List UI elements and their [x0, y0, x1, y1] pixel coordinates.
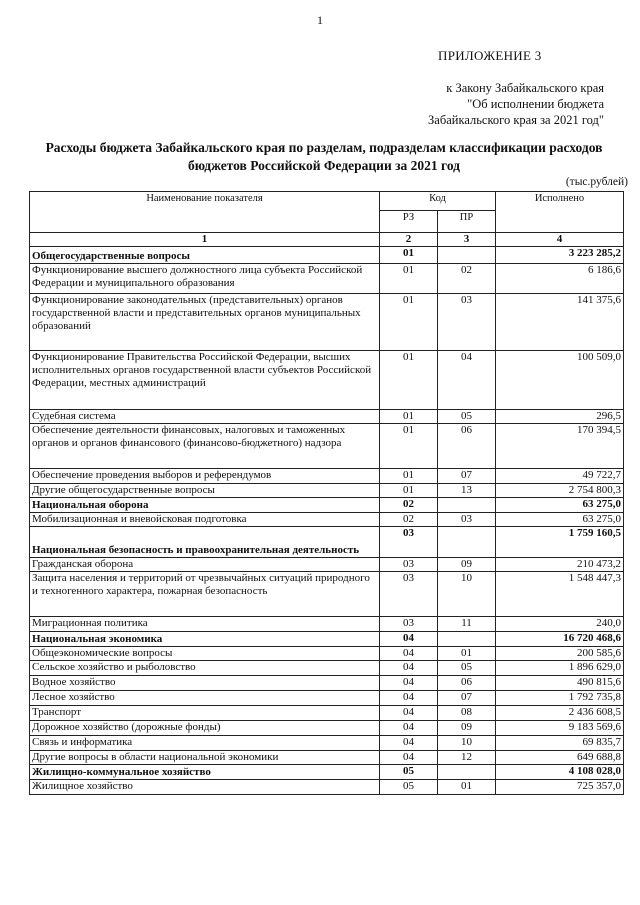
row-pr: 09	[438, 721, 496, 736]
row-pr	[438, 498, 496, 513]
row-pr	[438, 527, 496, 558]
row-rz: 02	[380, 498, 438, 513]
row-rz: 03	[380, 558, 438, 572]
table-row	[30, 294, 624, 351]
row-value: 2 754 800,3	[496, 484, 624, 498]
table-row	[30, 617, 624, 632]
table-row	[30, 676, 624, 691]
table-row	[30, 661, 624, 676]
row-name: Лесное хозяйство	[30, 691, 380, 706]
row-value: 69 835,7	[496, 736, 624, 751]
section-row	[30, 765, 624, 780]
table-row	[30, 721, 624, 736]
row-pr: 05	[438, 410, 496, 424]
row-name: Защита населения и территорий от чрезвычайных ситуаций природного и техногенного характера, пожарная безопасность	[30, 572, 380, 617]
table-row	[30, 691, 624, 706]
section-row	[30, 247, 624, 264]
row-value: 100 509,0	[496, 351, 624, 410]
row-name: Обеспечение деятельности финансовых, налоговых и таможенных органов и органов финансового (финансово-бюджетного) надзора	[30, 424, 380, 469]
row-name: Национальная безопасность и правоохранительная деятельность	[30, 527, 380, 558]
row-name: Общеэкономические вопросы	[30, 647, 380, 661]
row-value: 1 792 735,8	[496, 691, 624, 706]
table-row	[30, 572, 624, 617]
row-value: 200 585,6	[496, 647, 624, 661]
row-value: 9 183 569,6	[496, 721, 624, 736]
row-value: 49 722,7	[496, 469, 624, 484]
row-rz: 04	[380, 661, 438, 676]
report-title-line: бюджетов Российской Федерации за 2021 год	[187, 158, 461, 173]
table-row	[30, 424, 624, 469]
row-name: Национальная оборона	[30, 498, 380, 513]
row-name: Национальная экономика	[30, 632, 380, 647]
row-value: 296,5	[496, 410, 624, 424]
row-pr	[438, 247, 496, 264]
row-pr: 01	[438, 780, 496, 795]
section-row	[30, 527, 624, 558]
row-rz: 01	[380, 424, 438, 469]
row-name: Жилищное хозяйство	[30, 780, 380, 795]
row-value: 170 394,5	[496, 424, 624, 469]
row-name: Транспорт	[30, 706, 380, 721]
row-rz: 04	[380, 706, 438, 721]
row-value: 725 357,0	[496, 780, 624, 795]
row-rz: 04	[380, 721, 438, 736]
row-name: Другие общегосударственные вопросы	[30, 484, 380, 498]
row-rz: 01	[380, 484, 438, 498]
section-row	[30, 498, 624, 513]
row-value: 16 720 468,6	[496, 632, 624, 647]
table-row	[30, 647, 624, 661]
law-reference-line: Забайкальского края за 2021 год"	[428, 113, 604, 127]
law-reference-line: "Об исполнении бюджета	[467, 97, 604, 111]
law-reference	[404, 80, 604, 128]
row-name: Функционирование высшего должностного лица субъекта Российской Федерации и муниципального образования	[30, 264, 380, 294]
appendix-label: ПРИЛОЖЕНИЕ 3	[438, 48, 542, 63]
row-rz: 01	[380, 351, 438, 410]
row-name: Гражданская оборона	[30, 558, 380, 572]
row-pr: 07	[438, 469, 496, 484]
column-number: 3	[438, 233, 496, 247]
row-pr: 12	[438, 751, 496, 765]
header-executed: Исполнено	[496, 192, 624, 233]
row-value: 2 436 608,5	[496, 706, 624, 721]
row-pr: 11	[438, 617, 496, 632]
row-rz: 04	[380, 632, 438, 647]
row-name: Судебная система	[30, 410, 380, 424]
row-pr: 01	[438, 647, 496, 661]
row-value: 210 473,2	[496, 558, 624, 572]
row-name: Жилищно-коммунальное хозяйство	[30, 765, 380, 780]
row-rz: 03	[380, 527, 438, 558]
row-pr: 08	[438, 706, 496, 721]
table-body	[30, 247, 624, 795]
row-pr: 07	[438, 691, 496, 706]
row-name: Связь и информатика	[30, 736, 380, 751]
row-pr: 09	[438, 558, 496, 572]
header-pr: ПР	[438, 211, 496, 233]
row-pr: 10	[438, 736, 496, 751]
row-rz: 01	[380, 294, 438, 351]
row-rz: 05	[380, 765, 438, 780]
row-pr: 04	[438, 351, 496, 410]
row-pr	[438, 632, 496, 647]
row-rz: 01	[380, 410, 438, 424]
row-value: 3 223 285,2	[496, 247, 624, 264]
table-row	[30, 751, 624, 765]
table-row	[30, 264, 624, 294]
expenditure-table	[29, 191, 624, 795]
table-row	[30, 736, 624, 751]
report-title-line: Расходы бюджета Забайкальского края по разделам, подразделам классификации расходов	[45, 140, 603, 155]
row-rz: 04	[380, 647, 438, 661]
column-number: 2	[380, 233, 438, 247]
header-rz: РЗ	[380, 211, 438, 233]
row-value: 63 275,0	[496, 498, 624, 513]
row-rz: 04	[380, 691, 438, 706]
row-name: Дорожное хозяйство (дорожные фонды)	[30, 721, 380, 736]
row-value: 63 275,0	[496, 513, 624, 527]
row-name: Миграционная политика	[30, 617, 380, 632]
column-number: 1	[30, 233, 380, 247]
row-value: 240,0	[496, 617, 624, 632]
row-pr: 10	[438, 572, 496, 617]
row-rz: 04	[380, 751, 438, 765]
row-value: 649 688,8	[496, 751, 624, 765]
header-code: Код	[380, 192, 496, 211]
row-rz: 04	[380, 676, 438, 691]
row-rz: 01	[380, 469, 438, 484]
row-value: 1 548 447,3	[496, 572, 624, 617]
row-pr: 05	[438, 661, 496, 676]
row-name: Другие вопросы в области национальной экономики	[30, 751, 380, 765]
row-name: Функционирование Правительства Российской Федерации, высших исполнительных органов государственной власти субъектов Российской Федерации, местных администраций	[30, 351, 380, 410]
row-pr: 06	[438, 676, 496, 691]
row-rz: 03	[380, 617, 438, 632]
section-row	[30, 632, 624, 647]
row-rz: 02	[380, 513, 438, 527]
row-name: Водное хозяйство	[30, 676, 380, 691]
row-rz: 04	[380, 736, 438, 751]
report-title	[20, 139, 628, 175]
table-row	[30, 351, 624, 410]
row-rz: 05	[380, 780, 438, 795]
row-name: Мобилизационная и вневойсковая подготовка	[30, 513, 380, 527]
table-row	[30, 410, 624, 424]
row-pr	[438, 765, 496, 780]
row-name: Функционирование законодательных (представительных) органов государственной власти и представительных органов муниципальных образований	[30, 294, 380, 351]
row-value: 6 186,6	[496, 264, 624, 294]
row-name: Обеспечение проведения выборов и референдумов	[30, 469, 380, 484]
table-row	[30, 706, 624, 721]
law-reference-line: к Закону Забайкальского края	[446, 81, 604, 95]
row-value: 1 759 160,5	[496, 527, 624, 558]
table-row	[30, 780, 624, 795]
row-pr: 03	[438, 513, 496, 527]
page-number: 1	[317, 13, 323, 27]
row-pr: 03	[438, 294, 496, 351]
row-name: Сельское хозяйство и рыболовство	[30, 661, 380, 676]
row-value: 141 375,6	[496, 294, 624, 351]
row-value: 4 108 028,0	[496, 765, 624, 780]
row-pr: 13	[438, 484, 496, 498]
table-row	[30, 469, 624, 484]
column-number: 4	[496, 233, 624, 247]
row-pr: 06	[438, 424, 496, 469]
units-label: (тыс.рублей)	[565, 176, 628, 188]
row-rz: 01	[380, 247, 438, 264]
row-name: Общегосударственные вопросы	[30, 247, 380, 264]
table-row	[30, 484, 624, 498]
row-value: 490 815,6	[496, 676, 624, 691]
table-row	[30, 513, 624, 527]
table-row	[30, 558, 624, 572]
row-rz: 01	[380, 264, 438, 294]
row-rz: 03	[380, 572, 438, 617]
row-pr: 02	[438, 264, 496, 294]
header-name: Наименование показателя	[30, 192, 380, 233]
row-value: 1 896 629,0	[496, 661, 624, 676]
